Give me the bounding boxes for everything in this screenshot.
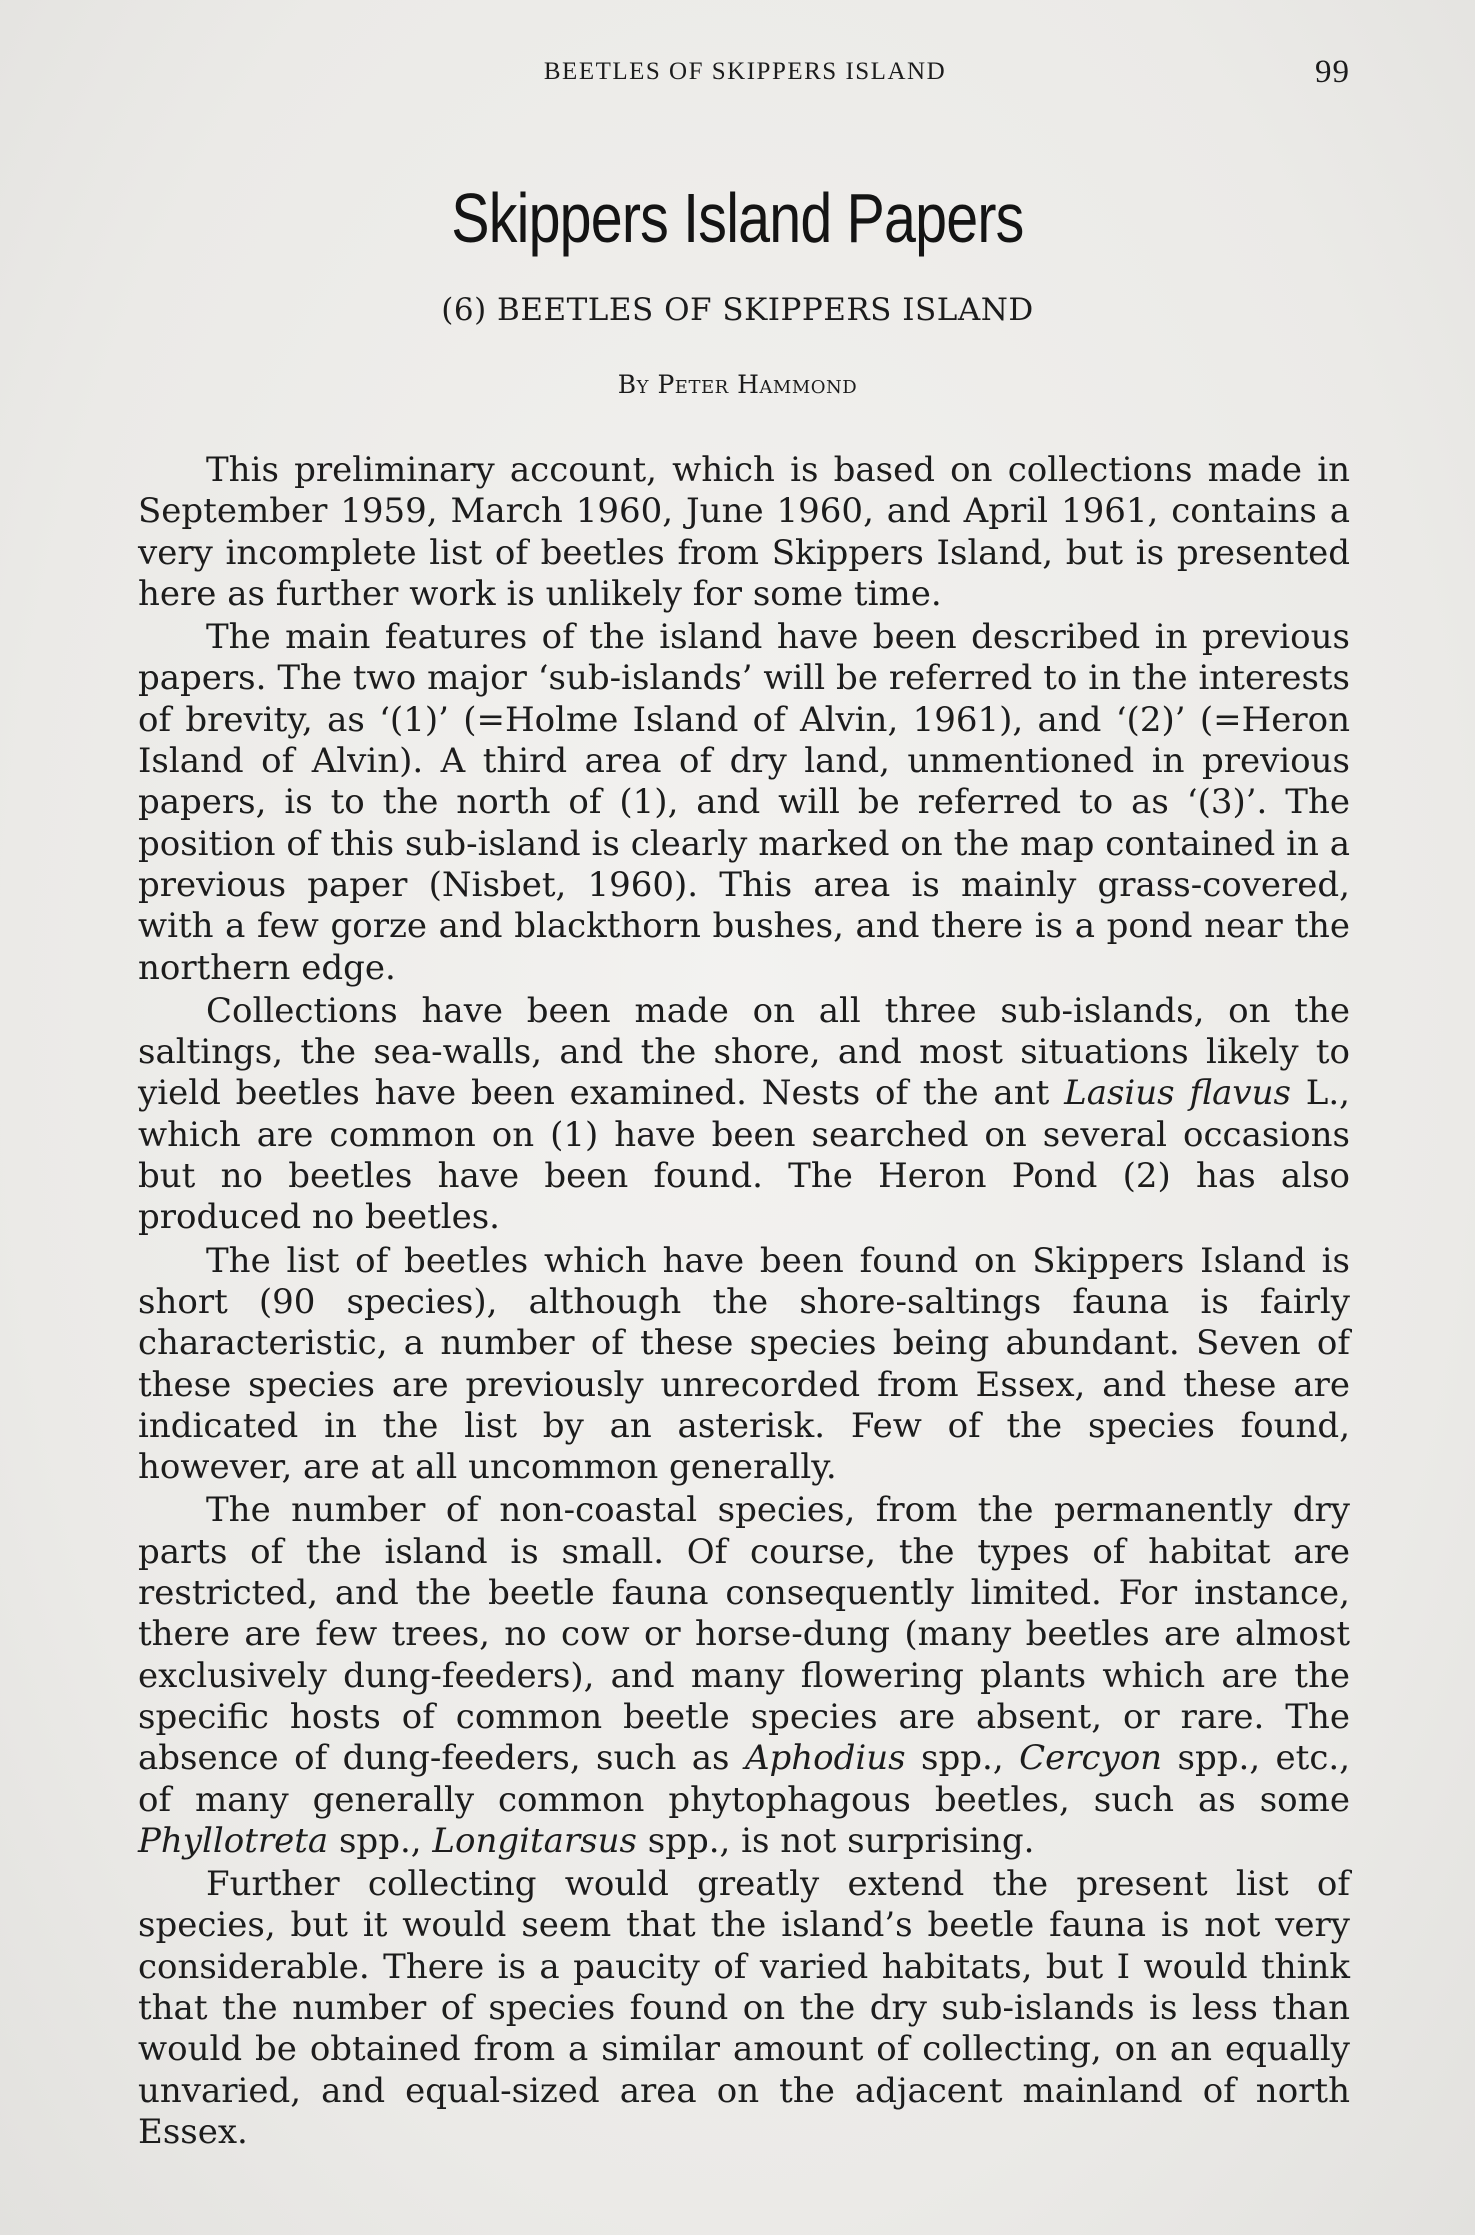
paragraph <box>138 1490 1350 1862</box>
article-body <box>138 450 1350 2155</box>
genus-name: Cercyon <box>1019 1738 1163 1779</box>
page-number: 99 <box>1315 54 1350 90</box>
paragraph-text: This preliminary account, which is based on collections made in September 1959, March 1960, June 1960, and April 1961, contains a very incomplete list of beetles from Skippers Island, but is presented here as further work is unlikely for some time. <box>138 450 1350 614</box>
paragraph-text: The main features of the island have been described in previous papers. The two major ‘sub-islands’ will be referred to in the interests of brevity, as ‘(1)’ (=Holme Island of Alvin, 1961), and ‘(2)’ (=Heron Island of Alvin). A third area of dry land, unmentioned in previous papers, is to the north of (1), and will be referred to as ‘(3)’. The position of this sub-island is clearly marked on the map contained in a previous paper (Nisbet, 1960). This area is mainly grass-covered, with a few gorze and blackthorn bushes, and there is a pond near the northern edge. <box>138 617 1350 988</box>
species-name: Lasius flavus <box>1064 1073 1291 1114</box>
paragraph-text: Further collecting would greatly extend the present list of species, but it would seem that the island’s beetle fauna is not very considerable. There is a paucity of varied habitats, but I would think that the number of species found on the dry sub-islands is less than would be obtained from a similar amount of collecting, on an equally unvaried, and equal-sized area on the adjacent mainland of north Essex. <box>138 1864 1350 2152</box>
genus-name: Longitarsus <box>432 1820 637 1861</box>
genus-name: Aphodius <box>744 1738 906 1779</box>
paragraph <box>138 617 1350 989</box>
paragraph-text: spp., is not surprising. <box>636 1820 1035 1861</box>
paragraph-text: The list of beetles which have been found on Skippers Island is short (90 species), although the shore-saltings fauna is fairly characteristic, a number of these species being abundant. Seven of these species are previously unrecorded from Essex, and these are indicated in the list by an asterisk. Few of the species found, however, are at all uncommon generally. <box>138 1240 1350 1488</box>
series-title: Skippers Island Papers <box>451 179 1024 257</box>
paragraph-text: spp., <box>905 1738 1020 1779</box>
running-head-title: BEETLES OF SKIPPERS ISLAND <box>543 58 947 85</box>
paragraph-text: L., which are common on (1) have been searched on several occasions but no beetles have been found. The Heron Pond (2) has also produced no beetles. <box>138 1073 1350 1238</box>
paragraph-text: The number of non-coastal species, from the permanently dry parts of the island is small. Of course, the types of habitat are restricted, and the beetle fauna consequently limited. For instance, there are few trees, no cow or horse-dung (many beetles are almost exclusively dung-feeders), and many flowering plants which are the specific hosts of common beetle species are absent, or rare. The absence of dung-feeders, such as <box>138 1490 1350 1779</box>
article-title: (6) BEETLES OF SKIPPERS ISLAND <box>441 292 1034 328</box>
paragraph-text: spp., <box>328 1820 433 1861</box>
paragraph <box>138 1864 1350 2153</box>
byline: By Peter Hammond <box>617 370 858 399</box>
genus-name: Phyllotreta <box>138 1820 329 1861</box>
paragraph <box>138 450 1350 615</box>
paragraph <box>138 1241 1350 1489</box>
paragraph <box>138 991 1350 1239</box>
paragraph-text: spp., etc., of many generally common phytophagous beetles, such as some <box>138 1738 1350 1820</box>
running-head <box>0 54 1475 98</box>
paragraph-text: Collections have been made on all three sub-islands, on the saltings, the sea-walls, and the shore, and most situations likely to yield beetles have been examined. Nests of the ant <box>138 990 1350 1114</box>
